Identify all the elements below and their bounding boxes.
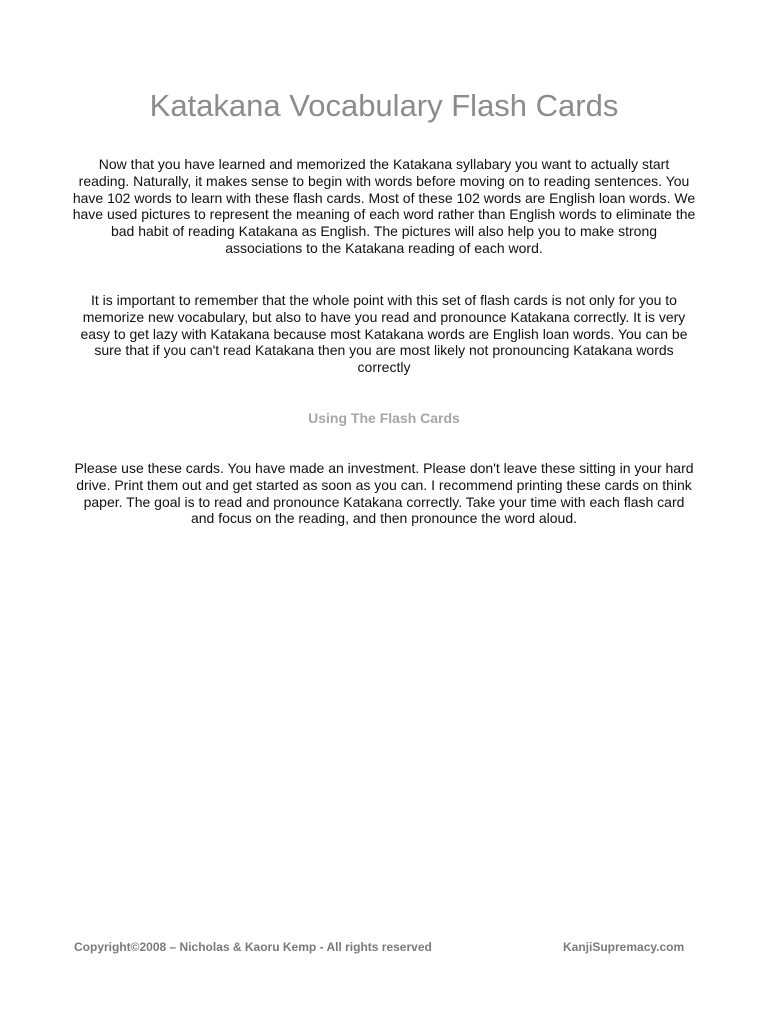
second-paragraph: It is important to remember that the whole point with this set of flash cards is not only for you to memorize new vocabulary, but also to have you read and pronounce Katakana correctly. It is very easy to get lazy with Katakana because most Katakana words are English loan words. You can be sure that if you can't read Katakana then you are most likely not pronouncing Katakana words correctly	[80, 292, 688, 376]
intro-paragraph: Now that you have learned and memorized the Katakana syllabary you want to actually start reading. Naturally, it makes sense to begin with words before moving on to reading sentences. You have 102 words to learn with these flash cards. Most of these 102 words are English loan words. We have used pictures to represent the meaning of each word rather than English words to eliminate the bad habit of reading Katakana as English. The pictures will also help you to make strong associations to the Katakana reading of each word.	[72, 156, 696, 256]
page-title: Katakana Vocabulary Flash Cards	[149, 88, 619, 123]
footer-site: KanjiSupremacy.com	[563, 940, 685, 954]
usage-paragraph: Please use these cards. You have made an investment. Please don't leave these sitting in your hard drive. Print them out and get started as soon as you can. I recommend printing these cards on think paper. The goal is to read and pronounce Katakana correctly. Take your time with each flash card and focus on the reading, and then pronounce the word aloud.	[74, 460, 694, 527]
footer-copyright: Copyright©2008 – Nicholas & Kaoru Kemp - All rights reserved	[74, 940, 432, 954]
section-heading: Using The Flash Cards	[308, 410, 460, 426]
